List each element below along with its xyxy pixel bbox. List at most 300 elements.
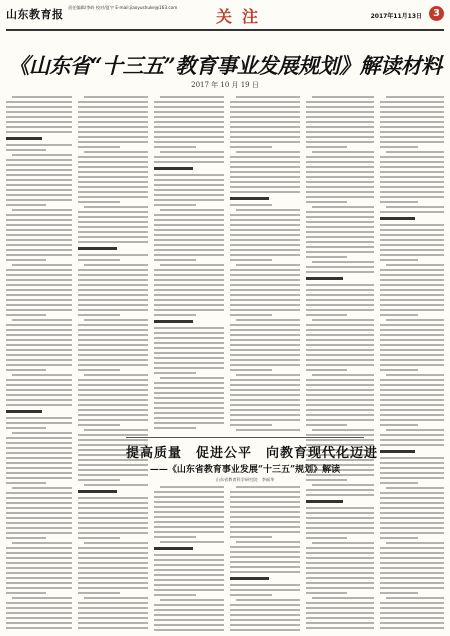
text-line [306, 404, 374, 406]
text-line [230, 131, 300, 133]
text-line [380, 607, 444, 609]
text-line [6, 452, 72, 454]
text-line [306, 126, 374, 128]
text-line [78, 101, 148, 103]
text-line [160, 541, 224, 543]
section-heading-line [380, 217, 415, 220]
text-line [6, 329, 72, 331]
text-line [6, 309, 72, 311]
text-line [380, 304, 444, 306]
text-line [236, 541, 300, 543]
text-line [6, 259, 46, 261]
text-line [12, 264, 72, 266]
text-line [154, 594, 196, 596]
text-line [380, 211, 444, 213]
text-line [78, 622, 148, 624]
text-line [6, 512, 72, 514]
text-line [78, 572, 148, 574]
text-line [380, 502, 444, 504]
text-line [230, 141, 300, 143]
text-line [306, 201, 347, 203]
text-line [6, 567, 72, 569]
text-line [306, 612, 374, 614]
text-line [154, 584, 224, 586]
text-line [154, 624, 224, 626]
text-line [78, 216, 148, 218]
text-line [84, 597, 148, 599]
text-line [160, 151, 224, 153]
text-line [306, 344, 374, 346]
text-line [306, 329, 374, 331]
text-line [380, 259, 418, 261]
text-line [306, 216, 374, 218]
text-line [6, 159, 72, 161]
text-line [78, 497, 148, 499]
text-line [230, 566, 300, 568]
text-line [78, 136, 148, 138]
text-line [230, 166, 300, 168]
text-line [312, 429, 374, 431]
text-line [6, 369, 46, 371]
text-line [380, 176, 444, 178]
text-line [380, 477, 444, 479]
column-5 [306, 96, 374, 632]
text-line [380, 507, 444, 509]
text-line [312, 597, 374, 599]
text-line [386, 96, 444, 98]
text-line [306, 309, 374, 311]
text-line [312, 542, 374, 544]
text-line [380, 537, 418, 539]
page-header [6, 3, 444, 31]
text-line [154, 367, 224, 369]
text-line [6, 577, 72, 579]
text-line [380, 269, 444, 271]
text-line [306, 136, 374, 138]
text-line [380, 567, 444, 569]
text-line [78, 221, 148, 223]
text-line [6, 517, 72, 519]
text-line [380, 349, 444, 351]
text-line [306, 489, 374, 491]
text-line [380, 492, 444, 494]
text-line [306, 101, 374, 103]
column-1 [6, 96, 72, 632]
second-article-subtitle: ——《山东省教育事业发展“十三五”规划》解读 [149, 465, 341, 475]
text-line [306, 607, 374, 609]
text-line [230, 176, 300, 178]
text-line [306, 161, 374, 163]
text-line [306, 226, 374, 228]
text-line [154, 314, 196, 316]
text-line [154, 516, 224, 518]
text-line [6, 199, 72, 201]
text-line [306, 557, 374, 559]
text-line [78, 369, 120, 371]
text-line [306, 181, 374, 183]
text-line [78, 294, 148, 296]
text-line [154, 629, 224, 631]
text-line [380, 462, 444, 464]
text-line [230, 629, 300, 631]
text-line [230, 329, 300, 331]
text-line [230, 496, 300, 498]
text-line [380, 512, 444, 514]
text-line [78, 577, 148, 579]
text-line [6, 111, 72, 113]
text-line [6, 547, 72, 549]
text-line [236, 151, 300, 153]
text-line [154, 116, 224, 118]
text-line [12, 209, 72, 211]
text-line [84, 374, 148, 376]
text-line [306, 567, 374, 569]
text-line [78, 602, 148, 604]
text-line [306, 186, 374, 188]
text-line [230, 156, 300, 158]
text-line [6, 532, 72, 534]
text-line [306, 552, 374, 554]
text-line [380, 334, 444, 336]
section-heading-line [230, 577, 269, 580]
text-line [380, 284, 444, 286]
text-line [78, 314, 120, 316]
text-line [6, 462, 72, 464]
text-line [230, 414, 300, 416]
text-line [160, 599, 224, 601]
text-line [154, 357, 224, 359]
text-line [386, 597, 444, 599]
text-line [306, 221, 374, 223]
text-line [306, 246, 374, 248]
text-line [380, 239, 444, 241]
text-line [306, 409, 374, 411]
text-line [380, 111, 444, 113]
text-line [78, 404, 148, 406]
text-line [6, 582, 72, 584]
text-line [6, 527, 72, 529]
text-line [78, 557, 148, 559]
text-line [78, 254, 148, 256]
text-line [78, 181, 148, 183]
editor-info-line: 责任编辑/李岭 校对/夏宇 E-mail:jiaoyushuke@163.com [68, 5, 178, 10]
text-line [386, 151, 444, 153]
text-line [154, 337, 224, 339]
text-line [78, 166, 148, 168]
text-line [6, 627, 72, 629]
text-line [306, 116, 374, 118]
text-line [6, 116, 72, 118]
text-line [154, 609, 224, 611]
text-line [306, 299, 374, 301]
text-line [6, 344, 72, 346]
text-line [380, 622, 444, 624]
text-line [236, 486, 300, 488]
text-line [78, 364, 148, 366]
text-line [6, 587, 72, 589]
text-line [78, 156, 148, 158]
text-line [154, 214, 224, 216]
text-line [6, 537, 46, 539]
text-line [306, 494, 374, 496]
text-line [236, 264, 300, 266]
section-heading-line [306, 277, 343, 280]
second-article-title: 提高质量 促进公平 向教育现代化迈进 [126, 446, 379, 461]
text-line [230, 121, 300, 123]
text-line [154, 491, 224, 493]
text-line [12, 597, 72, 599]
text-line [78, 274, 148, 276]
text-line [154, 604, 224, 606]
text-line [154, 372, 196, 374]
text-line [230, 594, 272, 596]
text-line [6, 447, 72, 449]
text-line [154, 521, 224, 523]
text-line [78, 131, 148, 133]
text-line [380, 384, 444, 386]
text-line [230, 419, 300, 421]
text-line [78, 349, 148, 351]
text-line [154, 146, 196, 148]
text-line [6, 617, 72, 619]
text-line [154, 184, 224, 186]
text-line [380, 557, 444, 559]
newspaper-logo: 山东教育报 [6, 8, 64, 21]
text-line [78, 547, 148, 549]
text-line [380, 324, 444, 326]
section-heading-line [6, 137, 42, 140]
text-line [306, 617, 374, 619]
text-line [78, 562, 148, 564]
text-line [6, 169, 72, 171]
text-line [230, 254, 300, 256]
text-line [78, 414, 148, 416]
text-line [154, 496, 224, 498]
article-title: 《山东省“十三五”教育事业发展规划》解读材料 [8, 53, 442, 78]
text-line [154, 417, 224, 419]
text-line [6, 592, 46, 594]
text-line [6, 502, 72, 504]
text-line [78, 439, 148, 441]
text-line [6, 622, 72, 624]
text-line [78, 582, 148, 584]
text-line [78, 419, 148, 421]
text-line [380, 424, 418, 426]
text-line [78, 389, 148, 391]
text-line [380, 161, 444, 163]
column-4-lower [230, 486, 300, 632]
text-line [12, 374, 72, 376]
text-line [78, 394, 148, 396]
text-line [78, 106, 148, 108]
text-line [236, 209, 300, 211]
text-line [306, 131, 374, 133]
text-line [154, 352, 224, 354]
text-line [6, 219, 72, 221]
text-line [154, 506, 224, 508]
text-line [380, 409, 444, 411]
text-line [154, 536, 196, 538]
section-heading-line [154, 167, 193, 170]
text-line [306, 294, 374, 296]
text-line [230, 274, 300, 276]
text-line [380, 532, 444, 534]
text-line [306, 141, 374, 143]
text-line [6, 284, 72, 286]
text-line [236, 96, 300, 98]
text-line [312, 374, 374, 376]
text-line [154, 422, 224, 424]
text-line [6, 477, 72, 479]
text-line [230, 101, 300, 103]
text-line [306, 339, 374, 341]
text-line [6, 472, 72, 474]
text-line [6, 482, 46, 484]
text-line [386, 206, 444, 208]
text-line [306, 359, 374, 361]
text-line [78, 146, 120, 148]
section-heading-line [154, 320, 193, 323]
text-line [78, 522, 148, 524]
text-line [6, 314, 46, 316]
text-line [380, 467, 444, 469]
text-line [230, 309, 300, 311]
column-6 [380, 96, 444, 632]
text-line [78, 304, 148, 306]
text-line [6, 234, 72, 236]
text-line [78, 607, 148, 609]
text-line [154, 269, 224, 271]
text-line [6, 144, 72, 146]
column-3-lower [154, 486, 224, 632]
text-line [306, 106, 374, 108]
text-line [380, 582, 444, 584]
text-line [230, 324, 300, 326]
text-line [380, 126, 444, 128]
text-line [306, 111, 374, 113]
text-line [154, 106, 224, 108]
text-line [306, 627, 374, 629]
text-line [380, 617, 444, 619]
text-line [154, 274, 224, 276]
text-line [6, 149, 46, 151]
text-line [84, 484, 148, 486]
text-line [380, 389, 444, 391]
text-line [380, 472, 444, 474]
page-number-badge: 3 [429, 6, 444, 21]
text-line [6, 572, 72, 574]
text-line [6, 607, 72, 609]
text-line [306, 211, 374, 213]
text-line [380, 522, 444, 524]
text-line [6, 339, 72, 341]
text-line [230, 116, 300, 118]
text-line [380, 279, 444, 281]
text-line [386, 264, 444, 266]
text-line [78, 111, 148, 113]
text-line [78, 344, 148, 346]
text-line [6, 164, 72, 166]
text-line [78, 269, 148, 271]
text-line [6, 189, 72, 191]
text-line [306, 354, 374, 356]
article-divider [126, 437, 364, 438]
text-line [78, 171, 148, 173]
text-line [230, 171, 300, 173]
text-line [154, 619, 224, 621]
text-line [154, 574, 224, 576]
text-line [154, 249, 224, 251]
text-line [380, 552, 444, 554]
text-line [230, 191, 300, 193]
text-line [236, 429, 300, 431]
text-line [6, 274, 72, 276]
text-line [306, 537, 347, 539]
text-line [380, 359, 444, 361]
text-line [386, 487, 444, 489]
text-line [380, 116, 444, 118]
text-line [306, 121, 374, 123]
text-line [78, 309, 148, 311]
text-line [306, 424, 347, 426]
text-line [78, 612, 148, 614]
text-line [78, 176, 148, 178]
text-line [306, 384, 374, 386]
text-line [380, 577, 444, 579]
text-line [154, 332, 224, 334]
text-line [154, 362, 224, 364]
text-line [230, 516, 300, 518]
text-line [154, 294, 224, 296]
text-line [230, 369, 272, 371]
text-line [306, 369, 347, 371]
text-line [380, 254, 444, 256]
text-line [230, 249, 300, 251]
text-line [154, 299, 224, 301]
text-line [154, 234, 224, 236]
text-line [380, 497, 444, 499]
text-line [230, 424, 272, 426]
text-line [154, 564, 224, 566]
text-line [84, 542, 148, 544]
text-line [306, 191, 374, 193]
text-line [230, 234, 300, 236]
text-line [154, 342, 224, 344]
text-line [6, 557, 72, 559]
text-line [78, 409, 148, 411]
text-line [230, 584, 300, 586]
text-line [380, 274, 444, 276]
text-line [154, 569, 224, 571]
text-line [78, 537, 120, 539]
text-line [380, 444, 444, 446]
text-line [78, 141, 148, 143]
text-line [12, 487, 72, 489]
text-line [306, 527, 374, 529]
text-line [230, 359, 300, 361]
text-line [154, 156, 224, 158]
text-line [230, 536, 272, 538]
text-line [6, 249, 72, 251]
text-line [78, 226, 148, 228]
text-line [230, 556, 300, 558]
text-line [306, 314, 347, 316]
text-line [380, 517, 444, 519]
text-line [78, 236, 148, 238]
text-line [312, 319, 374, 321]
text-line [230, 501, 300, 503]
text-line [380, 234, 444, 236]
